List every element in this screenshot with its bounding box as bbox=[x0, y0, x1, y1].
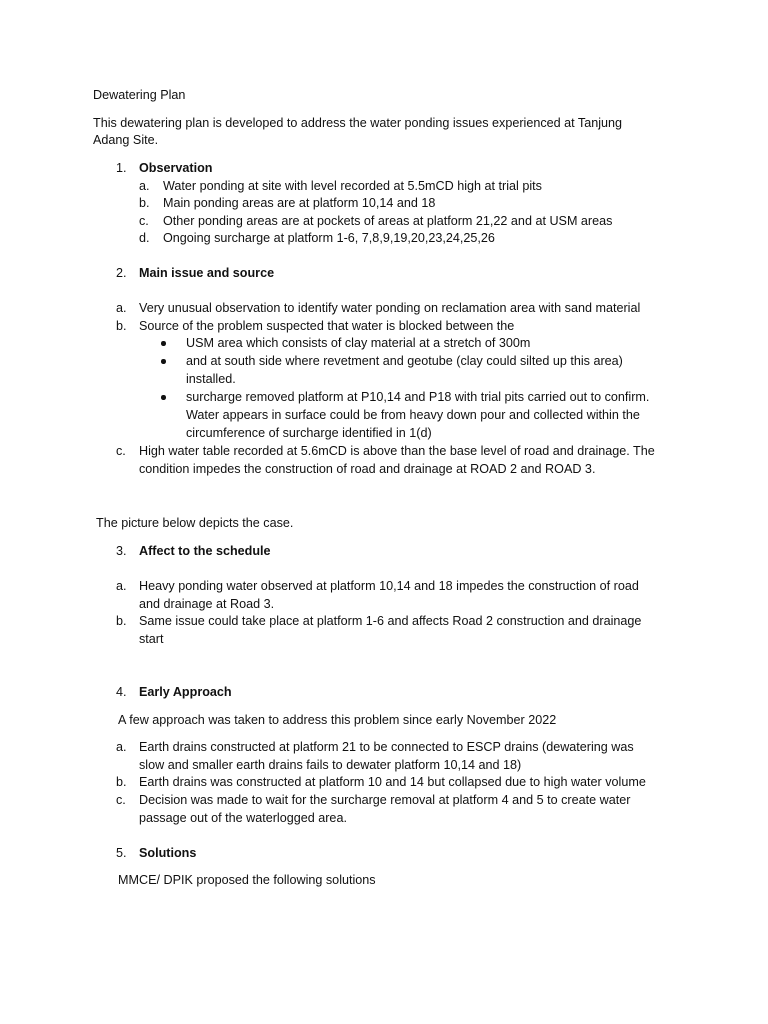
section-4-item-a-line-1: Earth drains constructed at platform 21 to be connected to ESCP drains (dewatering was bbox=[139, 740, 634, 754]
section-2-number: 2. bbox=[116, 266, 127, 280]
section-5-intro: MMCE/ DPIK proposed the following solutions bbox=[118, 873, 376, 887]
section-2-item-c-line-2: condition impedes the construction of road and drainage at ROAD 2 and ROAD 3. bbox=[139, 462, 596, 476]
section-4-item-a-marker: a. bbox=[116, 740, 127, 754]
section-2-bullet-3-line-1: surcharge removed platform at P10,14 and P18 with trial pits carried out to confirm. bbox=[186, 390, 650, 404]
section-4-item-b-marker: b. bbox=[116, 775, 127, 789]
section-2-bullet-2-line-2: installed. bbox=[186, 372, 236, 386]
section-4-item-b-line-1: Earth drains was constructed at platform 10 and 14 but collapsed due to high water volume bbox=[139, 775, 646, 789]
section-2-bullet-3-line-3: circumference of surcharge identified in 1(d) bbox=[186, 426, 432, 440]
section-2-item-a-marker: a. bbox=[116, 301, 127, 315]
section-3-heading: Affect to the schedule bbox=[139, 544, 271, 558]
intro-line-2: Adang Site. bbox=[93, 133, 159, 147]
section-3-item-a-line-2: and drainage at Road 3. bbox=[139, 597, 275, 611]
section-4-item-c-line-2: passage out of the waterlogged area. bbox=[139, 811, 347, 825]
section-1-item-d-text: Ongoing surcharge at platform 1-6, 7,8,9,19,20,23,24,25,26 bbox=[163, 231, 495, 245]
intro-line-1: This dewatering plan is developed to address the water ponding issues experienced at Tanjung bbox=[93, 116, 623, 130]
section-2-bullet-2-line-1: and at south side where revetment and geotube (clay could silted up this area) bbox=[186, 354, 623, 368]
section-2-item-b-text: Source of the problem suspected that water is blocked between the bbox=[139, 319, 515, 333]
section-2-heading: Main issue and source bbox=[139, 266, 275, 280]
section-1-item-b-marker: b. bbox=[139, 196, 150, 210]
section-4-item-c-marker: c. bbox=[116, 793, 126, 807]
section-1-number: 1. bbox=[116, 161, 127, 175]
section-2-item-c-line-1: High water table recorded at 5.6mCD is above than the base level of road and drainage. The bbox=[139, 444, 655, 458]
section-3-number: 3. bbox=[116, 544, 127, 558]
section-1-heading: Observation bbox=[139, 161, 213, 175]
section-2-bullet-3-line-2: Water appears in surface could be from heavy down pour and collected within the bbox=[186, 408, 640, 422]
bullet-dot-2 bbox=[161, 359, 166, 364]
section-4-heading: Early Approach bbox=[139, 685, 232, 699]
picture-note: The picture below depicts the case. bbox=[96, 516, 294, 530]
bullet-dot-1 bbox=[161, 341, 166, 346]
document-title: Dewatering Plan bbox=[93, 88, 186, 102]
section-5-heading: Solutions bbox=[139, 846, 197, 860]
section-4-item-c-line-1: Decision was made to wait for the surcharge removal at platform 4 and 5 to create water bbox=[139, 793, 631, 807]
section-3-item-b-line-2: start bbox=[139, 632, 164, 646]
section-1-item-d-marker: d. bbox=[139, 231, 150, 245]
section-2-bullet-1-line-1: USM area which consists of clay material at a stretch of 300m bbox=[186, 336, 531, 350]
section-2-item-a-text: Very unusual observation to identify water ponding on reclamation area with sand material bbox=[139, 301, 641, 315]
section-5-number: 5. bbox=[116, 846, 127, 860]
bullet-dot-3 bbox=[161, 395, 166, 400]
section-4-number: 4. bbox=[116, 685, 127, 699]
section-1-item-a-marker: a. bbox=[139, 179, 150, 193]
section-2-item-b-marker: b. bbox=[116, 319, 127, 333]
section-3-item-a-line-1: Heavy ponding water observed at platform 10,14 and 18 impedes the construction of road bbox=[139, 579, 639, 593]
section-3-item-b-line-1: Same issue could take place at platform 1-6 and affects Road 2 construction and drainage bbox=[139, 614, 642, 628]
section-1-item-c-text: Other ponding areas are at pockets of areas at platform 21,22 and at USM areas bbox=[163, 214, 613, 228]
section-3-item-a-marker: a. bbox=[116, 579, 127, 593]
section-4-item-a-line-2: slow and smaller earth drains fails to dewater platform 10,14 and 18) bbox=[139, 758, 522, 772]
section-1-item-a-text: Water ponding at site with level recorded at 5.5mCD high at trial pits bbox=[163, 179, 542, 193]
section-2-item-c-marker: c. bbox=[116, 444, 126, 458]
section-1-item-c-marker: c. bbox=[139, 214, 149, 228]
section-3-item-b-marker: b. bbox=[116, 614, 127, 628]
section-4-intro: A few approach was taken to address this problem since early November 2022 bbox=[118, 713, 557, 727]
section-1-item-b-text: Main ponding areas are at platform 10,14 and 18 bbox=[163, 196, 436, 210]
